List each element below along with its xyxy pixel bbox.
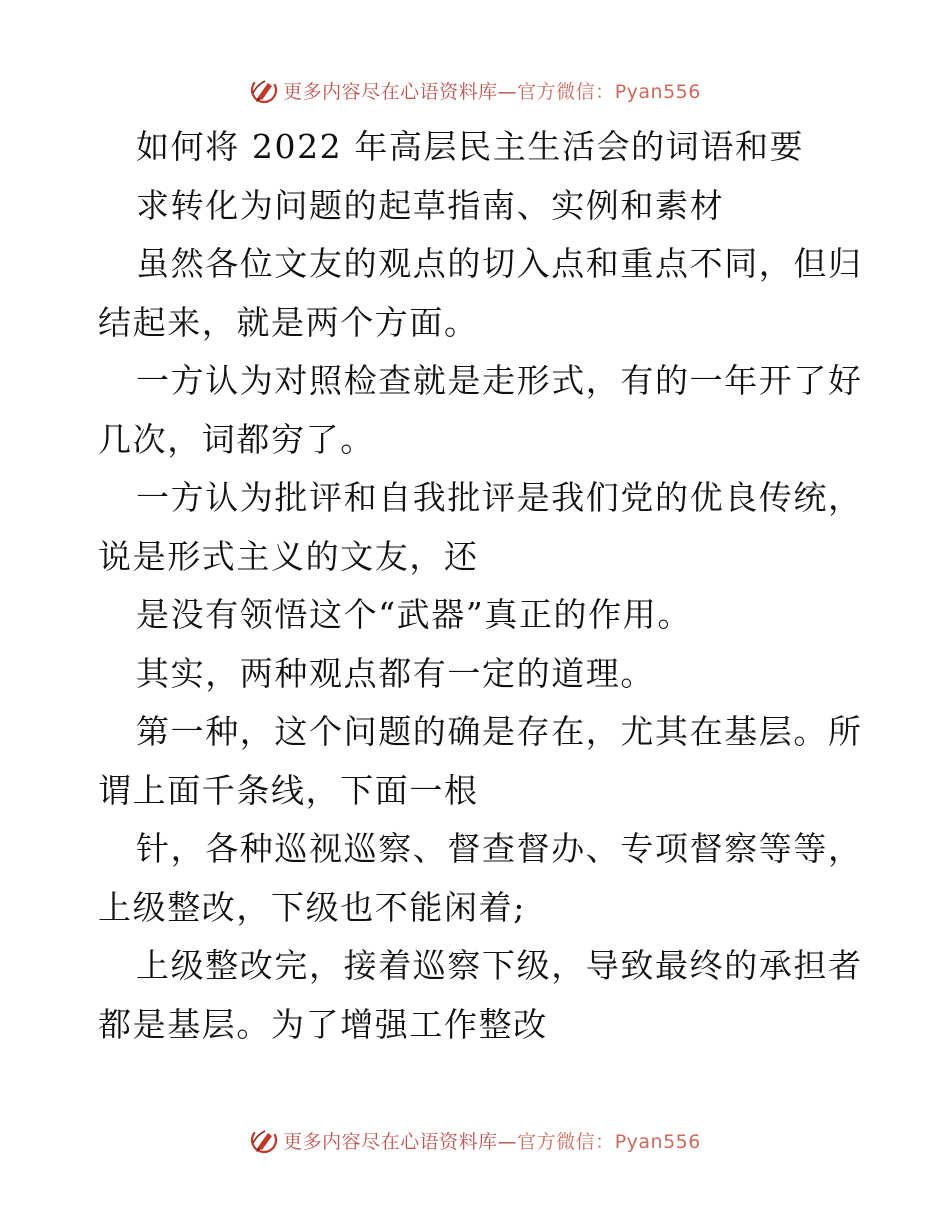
document-line: 一方认为对照检查就是走形式，有的一年开了好: [136, 361, 863, 400]
document-line: 结起来，就是两个方面。: [98, 302, 479, 342]
document-line: 上级整改，下级也不能闲着;: [98, 887, 526, 927]
document-line: 上级整改完，接着巡察下级，导致最终的承担者: [136, 946, 863, 985]
banner-wechat-id: Pyan556: [614, 80, 701, 103]
document-line: 说是形式主义的文友，还: [98, 536, 479, 576]
banner-separator: —: [497, 1130, 518, 1153]
footer-banner: [0, 1120, 950, 1160]
document-line: 针，各种巡视巡察、督查督办、专项督察等等，: [136, 829, 863, 868]
header-banner: [0, 70, 950, 110]
document-line: 求转化为问题的起草指南、实例和素材: [136, 185, 725, 225]
banner-text: [283, 1127, 701, 1154]
document-line: 其实，两种观点都有一定的道理。: [136, 653, 655, 693]
banner-text: [283, 77, 701, 104]
document-line: 如何将 2022 年高层民主生活会的词语和要: [136, 127, 805, 166]
document-line: 几次，词都穷了。: [98, 419, 375, 459]
document-line: 一方认为批评和自我批评是我们党的优良传统，: [136, 478, 863, 517]
document-line: 是没有领悟这个“武器”真正的作用。: [136, 595, 692, 634]
banner-separator: —: [497, 80, 518, 103]
banner-site-name: 更多内容尽在心语资料库: [283, 1130, 498, 1153]
document-body: [98, 118, 863, 1054]
document-line: 虽然各位文友的观点的切入点和重点不同，但归: [136, 244, 863, 283]
document-line: 都是基层。为了增强工作整改: [98, 1004, 548, 1044]
pen-logo-icon: [249, 1125, 279, 1155]
banner-wechat-label: 官方微信：: [517, 1130, 615, 1153]
banner-wechat-label: 官方微信：: [517, 80, 615, 103]
document-line: 谓上面千条线，下面一根: [98, 770, 479, 810]
banner-site-name: 更多内容尽在心语资料库: [283, 80, 498, 103]
document-line: 第一种，这个问题的确是存在，尤其在基层。所: [136, 712, 863, 751]
pen-logo-icon: [249, 75, 279, 105]
banner-wechat-id: Pyan556: [614, 1130, 701, 1153]
